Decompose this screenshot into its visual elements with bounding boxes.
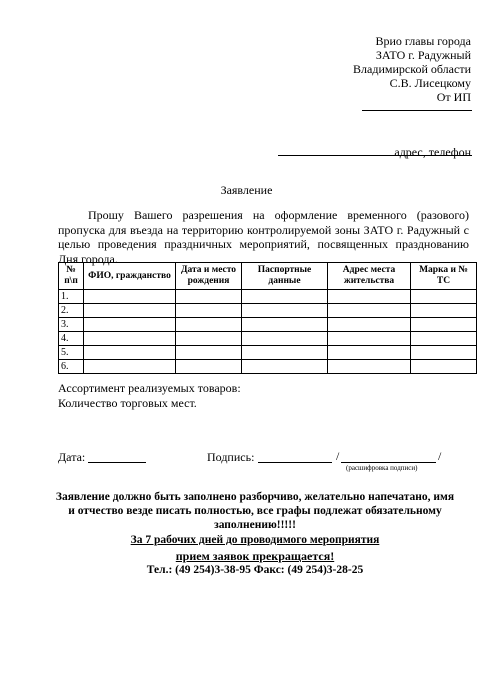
table-cell[interactable] <box>84 332 176 346</box>
table-cell[interactable] <box>411 346 477 360</box>
table-cell[interactable] <box>176 346 242 360</box>
row-number: 2. <box>59 304 84 318</box>
table-cell[interactable] <box>84 290 176 304</box>
table-cell[interactable] <box>242 290 328 304</box>
table-cell[interactable] <box>411 290 477 304</box>
table-row <box>59 346 477 360</box>
addressee-line-4: С.В. Лисецкому <box>389 76 471 90</box>
table-cell[interactable] <box>84 318 176 332</box>
signature-label: Подпись: <box>207 450 255 464</box>
assortment-label: Ассортимент реализуемых товаров: <box>58 381 241 395</box>
table-cell[interactable] <box>328 304 411 318</box>
table-cell[interactable] <box>176 332 242 346</box>
sender-name-line[interactable] <box>362 110 472 111</box>
note-line-3: заполнению!!!!! <box>214 519 296 531</box>
sender-from: От ИП <box>436 90 471 104</box>
row-number: 3. <box>59 318 84 332</box>
col-passport: Паспортные данные <box>242 263 328 290</box>
deadline-line-1: За 7 рабочих дней до проводимого мероприятия <box>130 534 380 546</box>
table-cell[interactable] <box>242 304 328 318</box>
note-line-1: Заявление должно быть заполнено разборчиво, желательно напечатано, имя <box>55 491 455 503</box>
table-cell[interactable] <box>176 360 242 374</box>
table-cell[interactable] <box>328 318 411 332</box>
col-vehicle: Марка и № ТС <box>411 263 477 290</box>
date-field[interactable] <box>88 462 146 463</box>
signature-decode-caption: (расшифровка подписи) <box>346 464 418 472</box>
table-cell[interactable] <box>84 346 176 360</box>
table-cell[interactable] <box>411 304 477 318</box>
table-header-row <box>59 263 477 290</box>
table-cell[interactable] <box>328 346 411 360</box>
table-cell[interactable] <box>411 360 477 374</box>
table-row <box>59 290 477 304</box>
participants-table <box>58 262 477 374</box>
addressee-line-3: Владимирской области <box>353 62 471 76</box>
table-cell[interactable] <box>176 304 242 318</box>
table-cell[interactable] <box>328 332 411 346</box>
addressee-line-1: Врио главы города <box>375 34 471 48</box>
table-cell[interactable] <box>328 360 411 374</box>
document-title: Заявление <box>220 183 273 197</box>
signature-decode-field[interactable] <box>341 462 436 463</box>
table-cell[interactable] <box>176 290 242 304</box>
table-cell[interactable] <box>176 318 242 332</box>
table-row <box>59 360 477 374</box>
row-number: 1. <box>59 290 84 304</box>
col-birth: Дата и место рождения <box>176 263 242 290</box>
signature-field[interactable] <box>258 462 332 463</box>
table-row <box>59 304 477 318</box>
table-cell[interactable] <box>242 318 328 332</box>
col-address: Адрес места жительства <box>328 263 411 290</box>
table-row <box>59 318 477 332</box>
deadline-line-2: прием заявок прекращается! <box>175 549 335 563</box>
table-cell[interactable] <box>242 360 328 374</box>
table-cell[interactable] <box>242 332 328 346</box>
table-cell[interactable] <box>328 290 411 304</box>
trade-places-label: Количество торговых мест. <box>58 396 197 410</box>
request-paragraph: Прошу Вашего разрешения на оформление временного (разового) пропуска для въезда на территорию контролируемой зоны ЗАТО г. Радужный с целью проведения праздничных мероприятий, посвященных празднованию Дня города. <box>58 208 469 266</box>
table-row <box>59 332 477 346</box>
row-number: 4. <box>59 332 84 346</box>
note-line-2: и отчество везде писать полностью, все графы подлежат обязательному <box>68 505 442 517</box>
col-name: ФИО, гражданство <box>84 263 176 290</box>
row-number: 6. <box>59 360 84 374</box>
address-phone-line[interactable] <box>278 155 472 156</box>
table-cell[interactable] <box>84 360 176 374</box>
row-number: 5. <box>59 346 84 360</box>
table-cell[interactable] <box>84 304 176 318</box>
contact-phones: Тел.: (49 254)3-38-95 Факс: (49 254)3-28-25 <box>146 564 364 576</box>
slash-right: / <box>438 449 442 463</box>
addressee-line-2: ЗАТО г. Радужный <box>375 48 471 62</box>
slash-left: / <box>336 449 340 463</box>
table-cell[interactable] <box>242 346 328 360</box>
table-cell[interactable] <box>411 332 477 346</box>
col-number: № п\п <box>59 263 84 290</box>
table-cell[interactable] <box>411 318 477 332</box>
address-phone-label: адрес, телефон <box>394 145 471 159</box>
date-label: Дата: <box>58 450 86 464</box>
